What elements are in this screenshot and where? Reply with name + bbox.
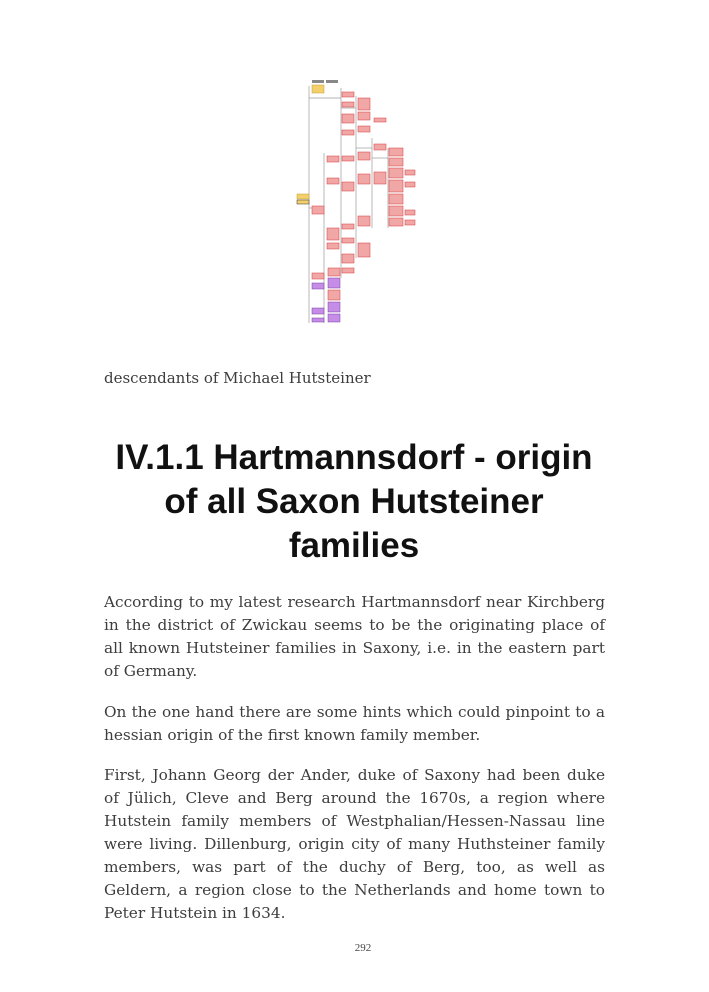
paragraph: On the one hand there are some hints which could pinpoint to a hessian origin of the first known family member. [104, 703, 605, 744]
figure-caption: descendants of Michael Hutsteiner [104, 369, 371, 387]
section-title: IV.1.1 Hartmannsdorf - origin of all Saxon Hutsteiner families [115, 438, 593, 565]
page-number: 292 [354, 942, 372, 954]
paragraph: According to my latest research Hartmannsdorf near Kirchberg in the district of Zwickau seems to be the originating place of all known Hutsteiner families in Saxony, i.e. in the eastern part of Germany. [104, 593, 605, 680]
paragraph: First, Johann Georg der Ander, duke of Saxony had been duke of Jülich, Cleve and Berg around the 1670s, a region where Hutstein family members of Westphalian/Hessen-Nassau line were living. Dillenburg, origin city of many Huthsteiner family members, was part of the duchy of Berg, too, as well as Geldern, a region close to the Netherlands and home town to Peter Hutstein in 1634. [104, 766, 605, 922]
family-tree-icon [294, 78, 420, 328]
family-tree-figure [294, 78, 420, 328]
